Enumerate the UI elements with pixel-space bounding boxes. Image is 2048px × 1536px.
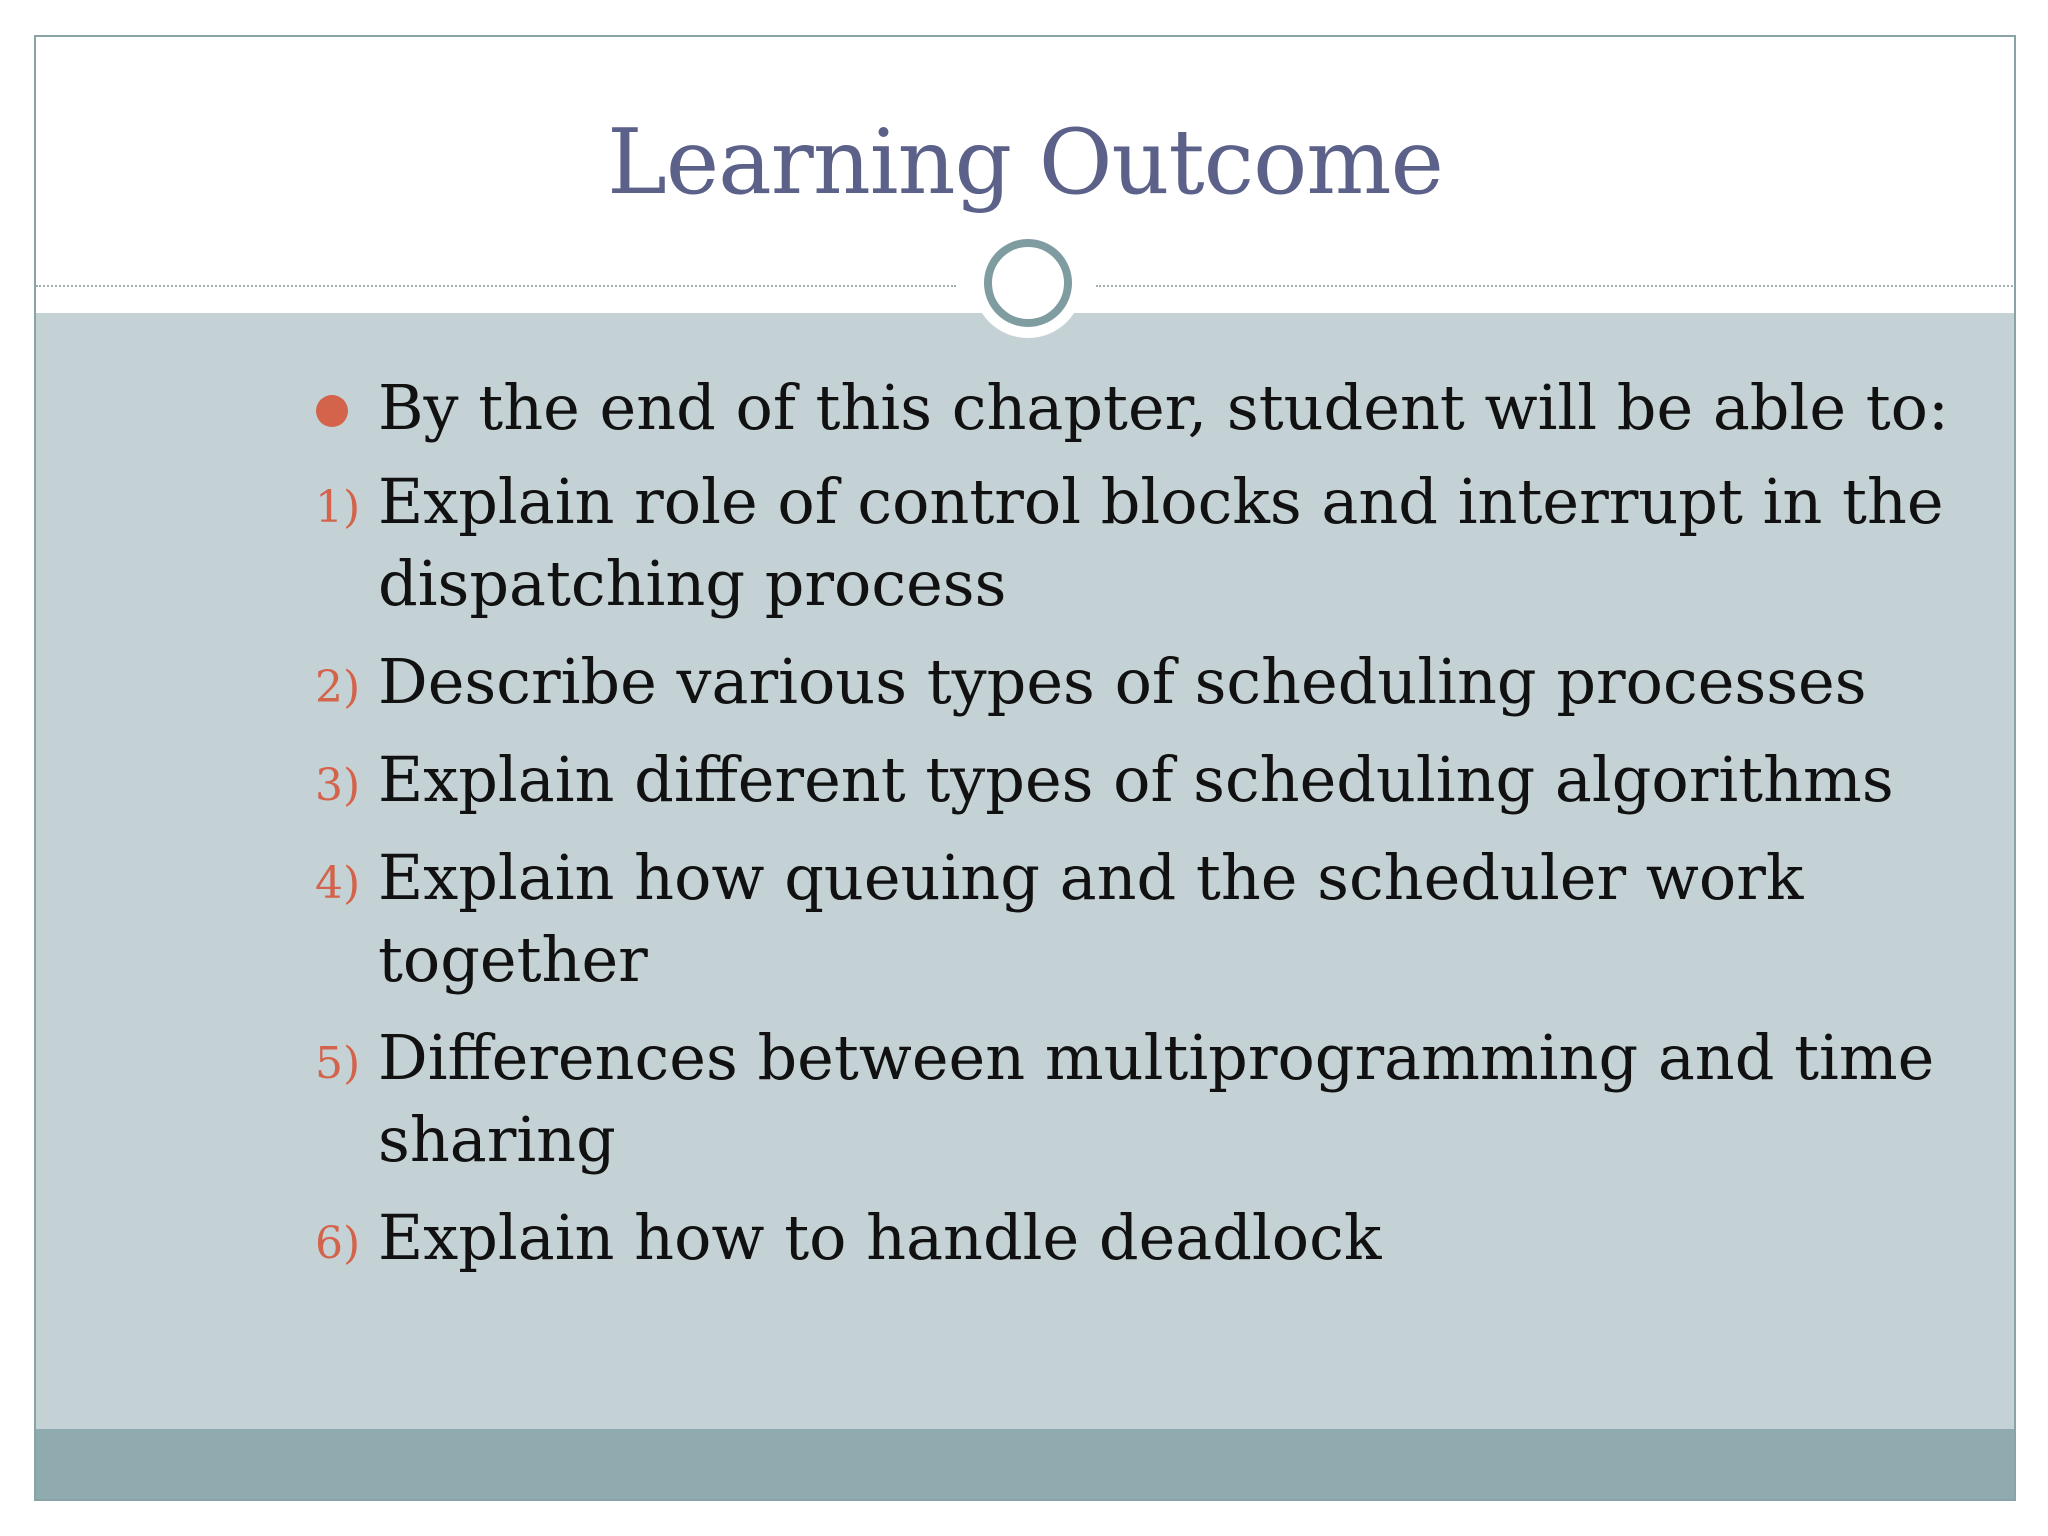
outcome-number: 1) (315, 482, 361, 533)
title-divider-left (36, 285, 956, 287)
footer-band (36, 1429, 2014, 1499)
outcome-text: Differences between multiprogramming and time sharing (378, 1021, 1935, 1176)
outcome-number: 2) (315, 662, 361, 713)
outcome-number: 3) (315, 760, 361, 811)
outcome-item (301, 1017, 2016, 1181)
outcome-item (301, 641, 2016, 723)
ring-ornament-icon (973, 228, 1083, 338)
outcome-text: Explain how to handle deadlock (378, 1201, 1382, 1274)
intro-bullet (301, 367, 2016, 449)
ornament-ring (984, 239, 1072, 327)
outcome-item (301, 739, 2016, 821)
outcome-text: Explain how queuing and the scheduler work together (378, 841, 1804, 996)
slide-title: Learning Outcome (607, 110, 1443, 215)
outcome-number: 4) (315, 858, 361, 909)
outcome-item (301, 461, 2016, 625)
title-divider-right (1096, 285, 2016, 287)
intro-text: By the end of this chapter, student will be able to: (378, 371, 1949, 444)
slide-content (301, 367, 2016, 1295)
outcome-text: Explain role of control blocks and interrupt in the dispatching process (378, 465, 1944, 620)
bullet-dot-icon (316, 395, 348, 427)
outcome-text: Describe various types of scheduling processes (378, 645, 1867, 718)
outcome-text: Explain different types of scheduling algorithms (378, 743, 1894, 816)
outcome-item (301, 837, 2016, 1001)
outcome-number: 5) (315, 1038, 361, 1089)
slide (34, 35, 2016, 1501)
outcome-item (301, 1197, 2016, 1279)
outcome-number: 6) (315, 1218, 361, 1269)
